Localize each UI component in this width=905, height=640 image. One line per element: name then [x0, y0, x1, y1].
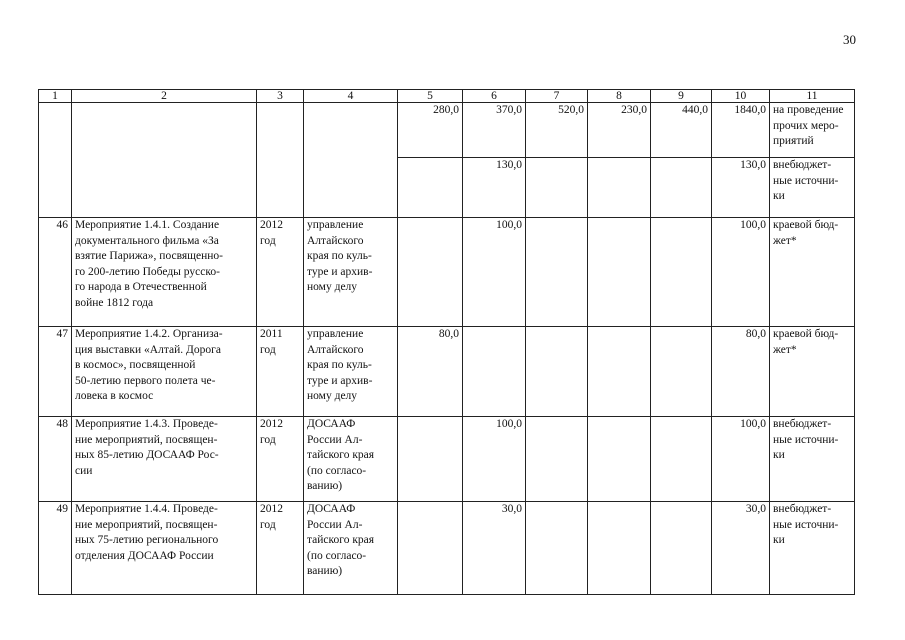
column-number: 2: [72, 90, 257, 103]
number-cell: [39, 103, 72, 218]
column-number: 9: [651, 90, 712, 103]
total-cell: 100,0: [712, 417, 770, 502]
measure-name-cell: [72, 103, 257, 218]
table-row: [39, 103, 855, 158]
value-cell: [588, 218, 651, 327]
value-cell: [526, 218, 588, 327]
column-number: 5: [398, 90, 463, 103]
value-cell: 440,0: [651, 103, 712, 158]
measure-name-cell: Мероприятие 1.4.1. Создание документального фильма «За взятие Парижа», посвященно- го 200-летию Победы русско- го народа в Отечественной войне 1812 года: [72, 218, 257, 327]
value-cell: [588, 502, 651, 595]
column-number: 7: [526, 90, 588, 103]
executor-cell: [304, 103, 398, 218]
value-cell: [398, 158, 463, 218]
column-number-row: [39, 90, 855, 103]
executor-cell: управление Алтайского края по куль- туре и архив- ному делу: [304, 218, 398, 327]
measure-name-cell: Мероприятие 1.4.4. Проведе- ние мероприятий, посвящен- ных 75-летию регионального отделения ДОСААФ России: [72, 502, 257, 595]
value-cell: [588, 327, 651, 417]
table-row: [39, 502, 855, 595]
value-cell: [588, 158, 651, 218]
total-cell: 30,0: [712, 502, 770, 595]
value-cell: 100,0: [463, 218, 526, 327]
value-cell: [463, 327, 526, 417]
value-cell: [651, 327, 712, 417]
value-cell: [398, 502, 463, 595]
value-cell: [651, 417, 712, 502]
value-cell: 370,0: [463, 103, 526, 158]
value-cell: 130,0: [463, 158, 526, 218]
funding-source-cell: краевой бюд- жет*: [770, 327, 855, 417]
value-cell: 280,0: [398, 103, 463, 158]
value-cell: [651, 158, 712, 218]
column-number: 11: [770, 90, 855, 103]
value-cell: [526, 502, 588, 595]
table-row: [39, 417, 855, 502]
page-number: 30: [843, 32, 856, 47]
value-cell: [651, 502, 712, 595]
table-row: [39, 218, 855, 327]
number-cell: 46: [39, 218, 72, 327]
funding-source-cell: на проведение прочих меро- приятий: [770, 103, 855, 158]
measure-name-cell: Мероприятие 1.4.2. Организа- ция выставки «Алтай. Дорога в космос», посвященной 50-летию первого полета че- ловека в космос: [72, 327, 257, 417]
value-cell: 520,0: [526, 103, 588, 158]
year-cell: 2012 год: [257, 502, 304, 595]
number-cell: 48: [39, 417, 72, 502]
year-cell: 2011 год: [257, 327, 304, 417]
executor-cell: ДОСААФ России Ал- тайского края (по согласо- ванию): [304, 417, 398, 502]
funding-source-cell: внебюджет- ные источни- ки: [770, 502, 855, 595]
column-number: 6: [463, 90, 526, 103]
funding-source-cell: внебюджет- ные источни- ки: [770, 417, 855, 502]
value-cell: 80,0: [398, 327, 463, 417]
column-number: 3: [257, 90, 304, 103]
value-cell: [526, 158, 588, 218]
value-cell: 100,0: [463, 417, 526, 502]
value-cell: [651, 218, 712, 327]
funding-source-cell: краевой бюд- жет*: [770, 218, 855, 327]
value-cell: 230,0: [588, 103, 651, 158]
funding-source-cell: внебюджет- ные источни- ки: [770, 158, 855, 218]
total-cell: 80,0: [712, 327, 770, 417]
executor-cell: ДОСААФ России Ал- тайского края (по согласо- ванию): [304, 502, 398, 595]
value-cell: [526, 327, 588, 417]
value-cell: 30,0: [463, 502, 526, 595]
number-cell: 47: [39, 327, 72, 417]
value-cell: [588, 417, 651, 502]
table-row: [39, 327, 855, 417]
value-cell: [398, 218, 463, 327]
number-cell: 49: [39, 502, 72, 595]
column-number: 8: [588, 90, 651, 103]
value-cell: [398, 417, 463, 502]
column-number: 1: [39, 90, 72, 103]
total-cell: 130,0: [712, 158, 770, 218]
total-cell: 100,0: [712, 218, 770, 327]
year-cell: 2012 год: [257, 218, 304, 327]
total-cell: 1840,0: [712, 103, 770, 158]
value-cell: [526, 417, 588, 502]
measure-name-cell: Мероприятие 1.4.3. Проведе- ние мероприятий, посвящен- ных 85-летию ДОСААФ Рос- сии: [72, 417, 257, 502]
program-table: [38, 89, 855, 595]
column-number: 10: [712, 90, 770, 103]
column-number: 4: [304, 90, 398, 103]
executor-cell: управление Алтайского края по куль- туре и архив- ному делу: [304, 327, 398, 417]
year-cell: [257, 103, 304, 218]
year-cell: 2012 год: [257, 417, 304, 502]
